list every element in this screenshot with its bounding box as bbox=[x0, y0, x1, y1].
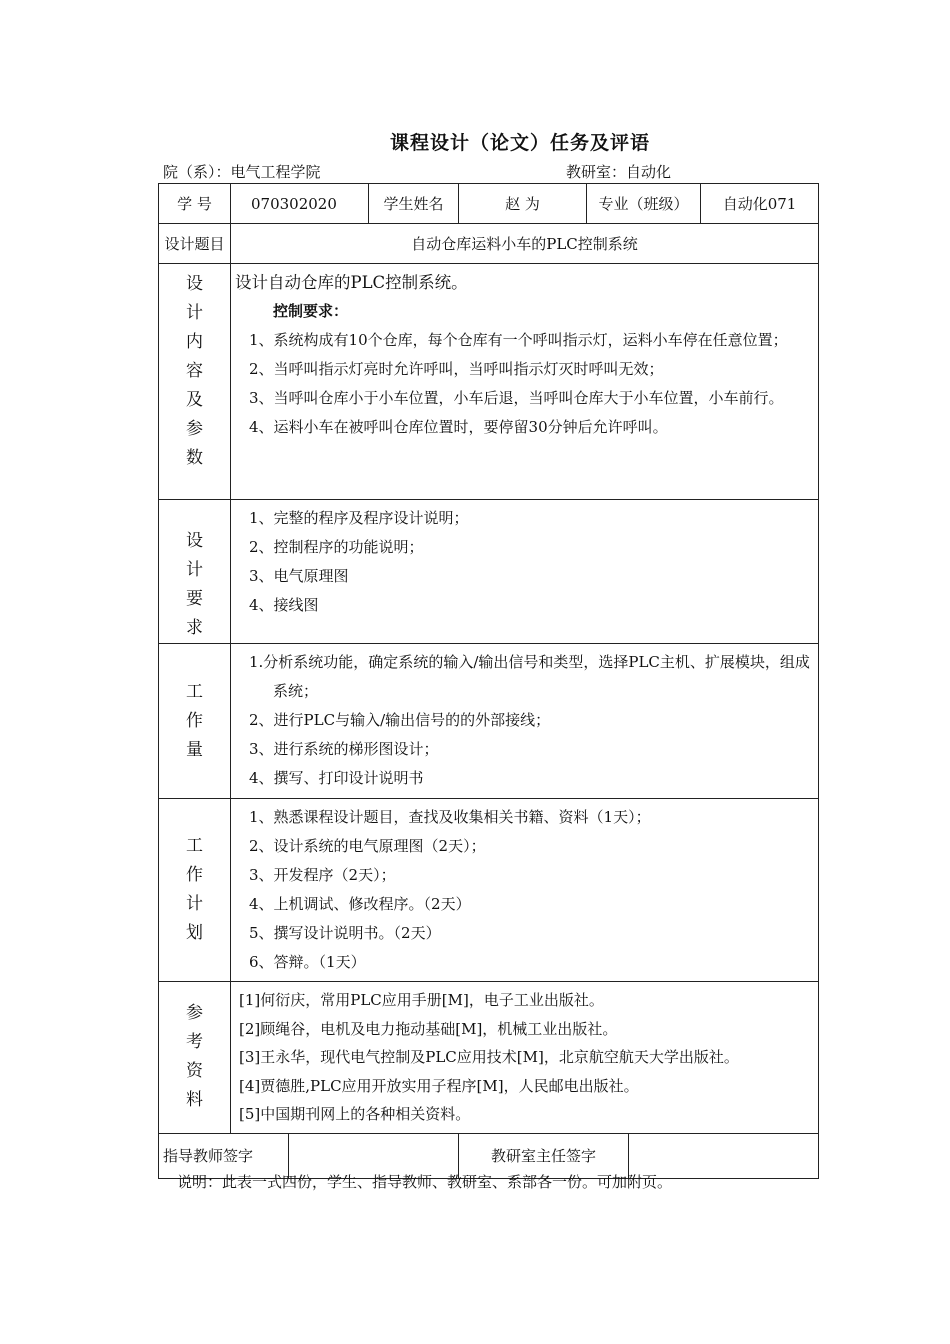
footer-note: 说明：此表一式四份，学生、指导教师、教研室、系部各一份。可加附页。 bbox=[177, 1173, 673, 1191]
major-value: 自动化071 bbox=[701, 184, 819, 224]
reference-item: [1]何衍庆，常用PLC应用手册[M]，电子工业出版社。 bbox=[239, 991, 604, 1009]
work-plan-label: 工 作 计 划 bbox=[159, 799, 231, 982]
department-label: 院（系）：电气工程学院 bbox=[163, 163, 321, 181]
references-list bbox=[231, 982, 819, 1134]
reference-item: [4]贾德胜,PLC应用开放实用子程序[M]，人民邮电出版社。 bbox=[239, 1076, 639, 1095]
control-req-item-1: 1、系统构成有10个仓库，每个仓库有一个呼叫指示灯，运料小车停在任意位置； bbox=[249, 331, 788, 349]
director-signature-label: 教研室主任签字 bbox=[459, 1133, 629, 1178]
student-info-row bbox=[159, 184, 819, 224]
major-label: 专业（班级） bbox=[587, 184, 701, 224]
control-req-item-4: 4、运料小车在被呼叫仓库位置时，要停留30分钟后允许呼叫。 bbox=[249, 418, 668, 436]
workload-label: 工 作 量 bbox=[159, 644, 231, 799]
work-plan-item: 1、熟悉课程设计题目，查找及收集相关书籍、资料（1天）； bbox=[249, 808, 651, 826]
control-req-item-2: 2、当呼叫指示灯亮时允许呼叫，当呼叫指示灯灭时呼叫无效； bbox=[249, 360, 664, 378]
task-form-table bbox=[158, 183, 819, 1179]
work-plan-item: 4、上机调试、修改程序。（2天） bbox=[249, 895, 471, 913]
design-req-item: 3、电气原理图 bbox=[249, 567, 349, 585]
topic-value: 自动仓库运料小车的PLC控制系统 bbox=[231, 224, 819, 264]
control-req-item-3: 3、当呼叫仓库小于小车位置，小车后退，当呼叫仓库大于小车位置，小车前行。 bbox=[249, 389, 784, 407]
references-label: 参 考 资 料 bbox=[159, 982, 231, 1134]
student-id-value: 070302020 bbox=[231, 184, 369, 224]
reference-item: [3]王永华，现代电气控制及PLC应用技术[M]，北京航空航天大学出版社。 bbox=[239, 1048, 739, 1066]
control-req-title: 控制要求： bbox=[273, 302, 349, 320]
workload-item-2: 2、进行PLC与输入/输出信号的的外部接线； bbox=[249, 711, 551, 729]
advisor-signature-label: 指导教师签字 bbox=[159, 1133, 289, 1178]
content-intro: 设计自动仓库的PLC控制系统。 bbox=[235, 273, 468, 292]
student-name-label: 学生姓名 bbox=[369, 184, 459, 224]
workload-row bbox=[159, 644, 819, 799]
references-row bbox=[159, 982, 819, 1134]
topic-label: 设计题目 bbox=[159, 224, 231, 264]
workload-item-1: 1.分析系统功能，确定系统的输入/输出信号和类型，选择PLC主机、扩展模块，组成系统； bbox=[249, 653, 810, 700]
design-req-label: 设 计 要 求 bbox=[159, 500, 231, 644]
content-params-row bbox=[159, 264, 819, 500]
work-plan-list bbox=[231, 799, 819, 982]
design-req-row bbox=[159, 500, 819, 644]
section-label: 教研室：自动化 bbox=[566, 163, 672, 181]
student-id-label: 学 号 bbox=[159, 184, 231, 224]
design-req-item: 4、接线图 bbox=[249, 596, 319, 614]
page-title: 课程设计（论文）任务及评语 bbox=[389, 132, 650, 154]
design-req-item: 2、控制程序的功能说明； bbox=[249, 538, 424, 556]
content-params-label: 设 计 内 容 及 参 数 bbox=[159, 264, 231, 500]
work-plan-item: 5、撰写设计说明书。（2天） bbox=[249, 924, 441, 942]
workload-item-4: 4、撰写、打印设计说明书 bbox=[249, 769, 424, 787]
topic-row bbox=[159, 224, 819, 264]
workload-list bbox=[231, 644, 819, 799]
content-params-text bbox=[231, 264, 819, 500]
design-req-item: 1、完整的程序及程序设计说明； bbox=[249, 509, 469, 527]
design-req-list bbox=[231, 500, 819, 644]
work-plan-row bbox=[159, 799, 819, 982]
reference-item: [2]顾绳谷，电机及电力拖动基础[M]，机械工业出版社。 bbox=[239, 1019, 618, 1038]
work-plan-item: 2、设计系统的电气原理图（2天）； bbox=[249, 837, 486, 855]
work-plan-item: 3、开发程序（2天）； bbox=[249, 866, 396, 884]
workload-item-3: 3、进行系统的梯形图设计； bbox=[249, 740, 439, 758]
reference-item: [5]中国期刊网上的各种相关资料。 bbox=[239, 1105, 471, 1123]
student-name-value: 赵 为 bbox=[459, 184, 587, 224]
work-plan-item: 6、答辩。（1天） bbox=[249, 953, 366, 971]
